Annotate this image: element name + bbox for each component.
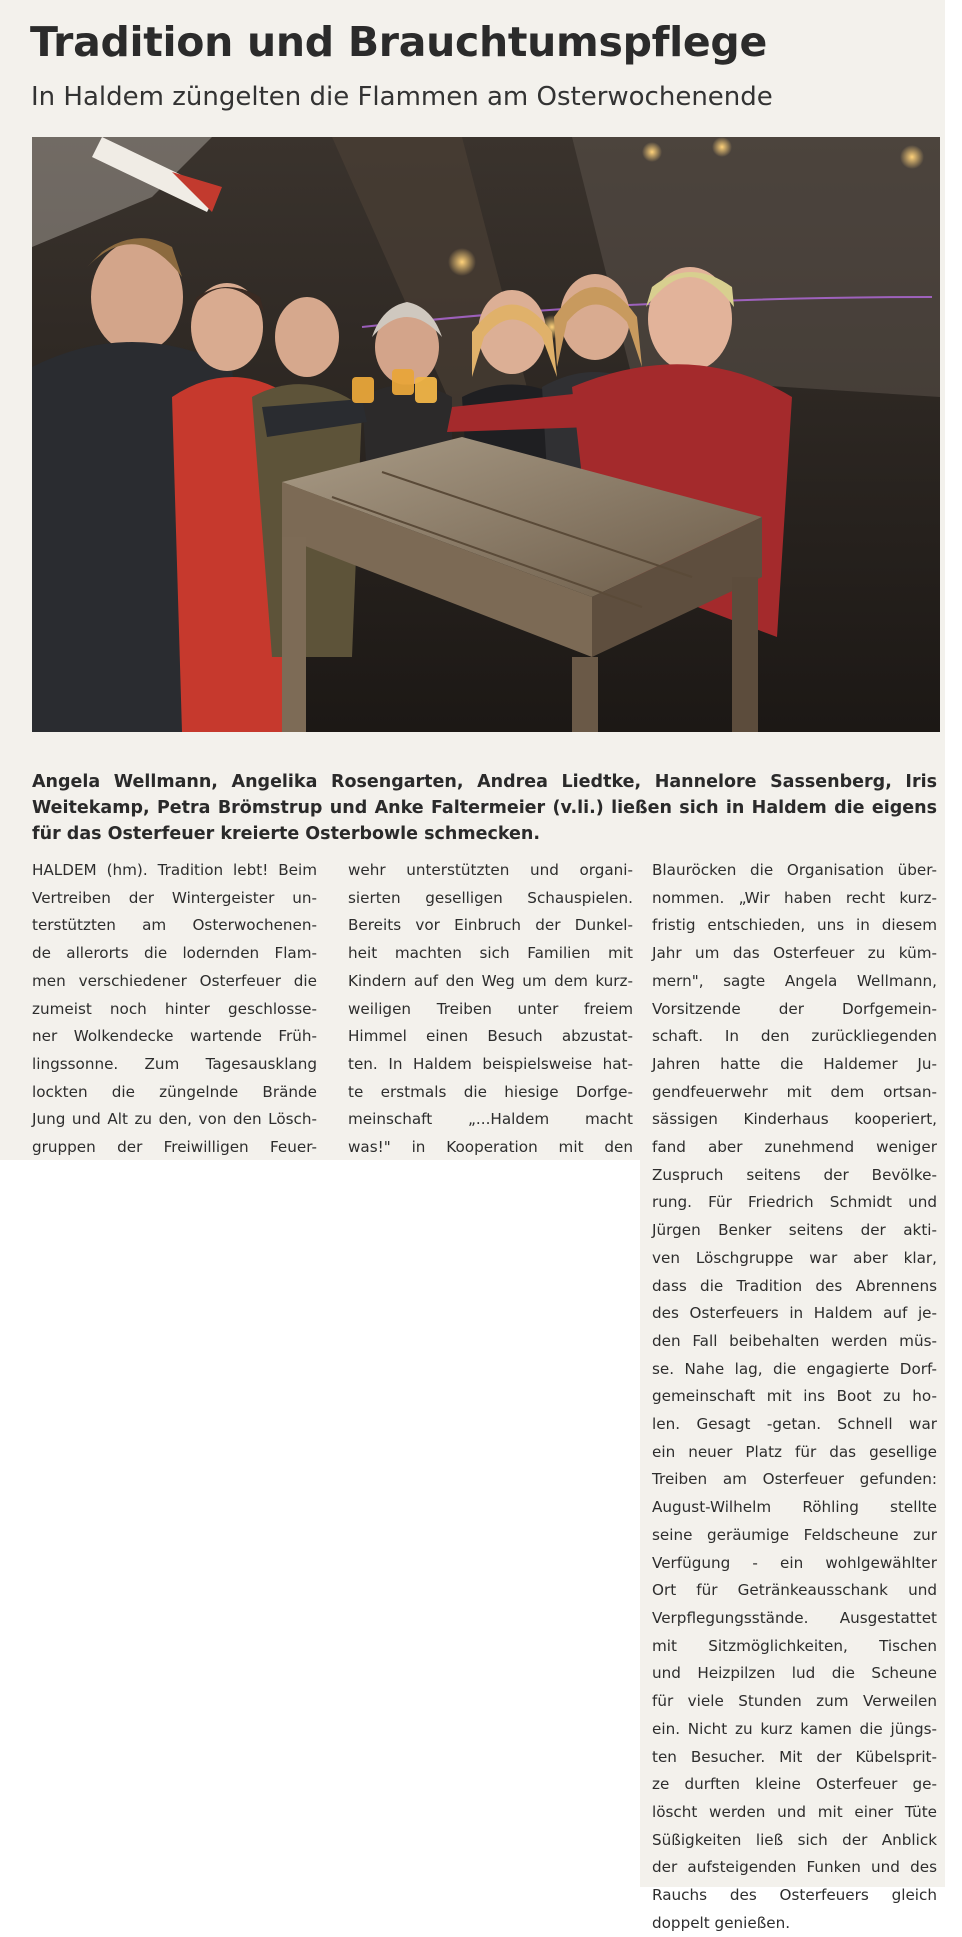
article-line: schaft. In den zurückliegenden — [652, 1027, 937, 1046]
article-line: Vorsitzende der Dorfgemein- — [652, 999, 937, 1018]
article-line: ein neuer Platz für das gesellige — [652, 1442, 937, 1461]
article-line: Himmel einen Besuch abzustat- — [348, 1027, 633, 1046]
article-line: ze durften kleine Osterfeuer ge- — [652, 1775, 937, 1794]
article-line: Jung und Alt zu den, von den Lösch- — [32, 1110, 317, 1129]
article-line: weiligen Treiben unter freiem — [348, 999, 633, 1018]
article-line: des Osterfeuers in Haldem auf je- — [652, 1304, 937, 1323]
article-line: August-Wilhelm Röhling stellte — [652, 1498, 937, 1517]
article-line: heit machten sich Familien mit — [348, 944, 633, 963]
article-line: was!" in Kooperation mit den — [348, 1138, 633, 1157]
article-line: ten Besucher. Mit der Kübelsprit- — [652, 1747, 937, 1766]
article-line: Blauröcken die Organisation über- — [652, 861, 937, 879]
article-line: ner Wolkendecke wartende Früh- — [32, 1027, 317, 1046]
article-line: meinschaft „...Haldem macht — [348, 1110, 633, 1129]
article-line: de allerorts die lodernden Flam- — [32, 944, 317, 963]
article-line: Kindern auf den Weg um dem kurz- — [348, 971, 633, 990]
article-line: Ort für Getränkeausschank und — [652, 1581, 937, 1600]
article-line: nommen. „Wir haben recht kurz- — [652, 888, 937, 907]
article-line: men verschiedener Osterfeuer die — [32, 971, 317, 990]
article-line: Verpflegungsstände. Ausgestattet — [652, 1608, 937, 1627]
article-line: gruppen der Freiwilligen Feuer- — [32, 1138, 317, 1157]
article-line: Bereits vor Einbruch der Dunkel- — [348, 916, 633, 935]
article-line: fristig entschieden, uns in diesem — [652, 916, 937, 935]
article-column-2 — [348, 857, 633, 1162]
article-line: lockten die züngelnde Brände — [32, 1082, 317, 1101]
article-line: den Fall beibehalten werden müs- — [652, 1331, 937, 1350]
article-line: zumeist noch hinter geschlosse- — [32, 999, 317, 1018]
article-line: löscht werden und mit einer Tüte — [652, 1802, 937, 1821]
article-line: ten. In Haldem beispielsweise hat- — [348, 1054, 633, 1073]
article-line: lingssonne. Zum Tagesausklang — [32, 1054, 317, 1073]
article-line: Jürgen Benker seitens der akti- — [652, 1221, 937, 1240]
article-column-3 — [652, 857, 937, 1937]
article-line: für viele Stunden zum Verweilen — [652, 1692, 937, 1711]
article-line: Jahren hatte die Haldemer Ju- — [652, 1054, 937, 1073]
article-line: der aufsteigenden Funken und des — [652, 1858, 937, 1877]
article-line: Jahr um das Osterfeuer zu küm- — [652, 944, 937, 963]
article-line: gendfeuerwehr mit dem ortsan- — [652, 1082, 937, 1101]
article-line: len. Gesagt -getan. Schnell war — [652, 1415, 937, 1434]
article-line: te erstmals die hiesige Dorfge- — [348, 1082, 633, 1101]
article-line: dass die Tradition des Abrennens — [652, 1276, 937, 1295]
article-line: Süßigkeiten ließ sich der Anblick — [652, 1830, 937, 1849]
article-line: Zuspruch seitens der Bevölke- — [652, 1165, 937, 1184]
article-line: fand aber zunehmend weniger — [652, 1138, 937, 1157]
group-photo — [32, 137, 940, 732]
photo-caption: Angela Wellmann, Angelika Rosengarten, Andrea Liedtke, Hannelore Sassenberg, Iris Weitekamp, Petra Brömstrup und Anke Faltermeier (v.li.) ließen sich in Haldem die eigens für das Osterfeuer kreierte Osterbowle schmecken. — [32, 771, 937, 844]
article-line: HALDEM (hm). Tradition lebt! Beim — [32, 861, 317, 879]
article-line: mit Sitzmöglichkeiten, Tischen — [652, 1636, 937, 1655]
article-line: sierten geselligen Schauspielen. — [348, 888, 633, 907]
article-line: terstützten am Osterwochenen- — [32, 916, 317, 935]
article-line: mern", sagte Angela Wellmann, — [652, 971, 937, 990]
article-line: gemeinschaft mit ins Boot zu ho- — [652, 1387, 937, 1406]
headline: Tradition und Brauchtumspflege — [30, 18, 767, 66]
article-line: ein. Nicht zu kurz kamen die jüngs- — [652, 1719, 937, 1738]
article-line: Rauchs des Osterfeuers gleich — [652, 1886, 937, 1905]
article-line: Treiben am Osterfeuer gefunden: — [652, 1470, 937, 1489]
article-line: seine geräumige Feldscheune zur — [652, 1525, 937, 1544]
article-line: rung. Für Friedrich Schmidt und — [652, 1193, 937, 1212]
article-line: Verfügung - ein wohlgewählter — [652, 1553, 937, 1572]
subheadline: In Haldem züngelten die Flammen am Osterwochenende — [31, 82, 773, 112]
article-line: doppelt genießen. — [652, 1913, 791, 1932]
article-line: Vertreiben der Wintergeister un- — [32, 888, 317, 907]
article-line: ven Löschgruppe war aber klar, — [652, 1248, 937, 1267]
article-line: und Heizpilzen lud die Scheune — [652, 1664, 937, 1683]
article-line: sässigen Kinderhaus kooperiert, — [652, 1110, 937, 1129]
article-line: se. Nahe lag, die engagierte Dorf- — [652, 1359, 937, 1378]
article-column-1 — [32, 857, 317, 1162]
article-line: wehr unterstützten und organi- — [348, 861, 633, 879]
